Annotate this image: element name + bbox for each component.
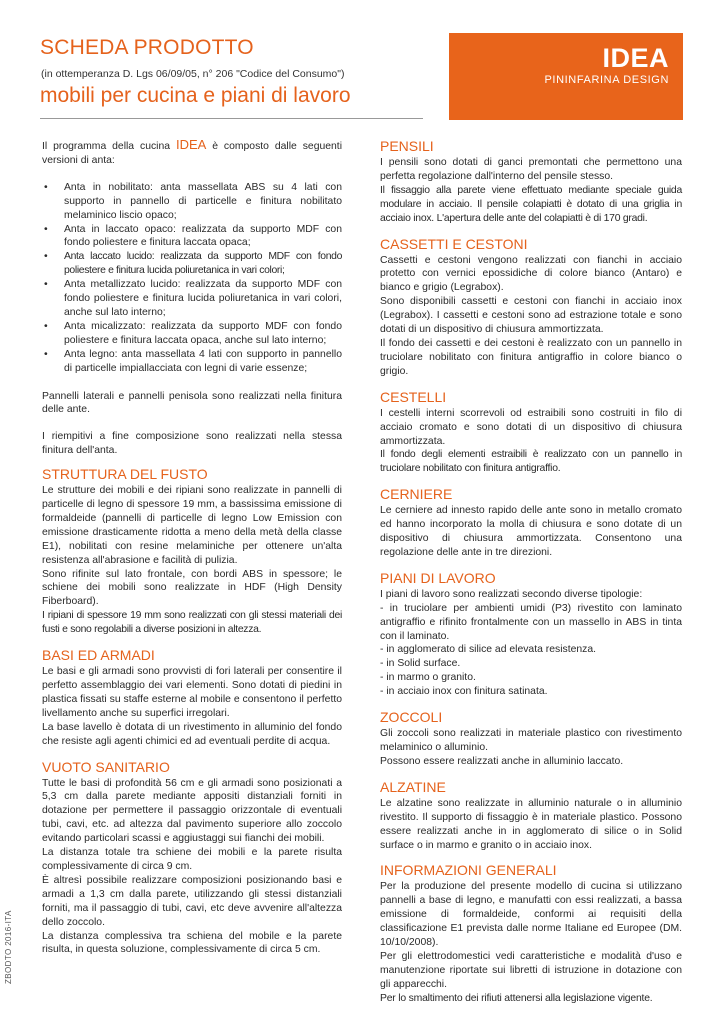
- paragraph: Gli zoccoli sono realizzati in materiale plastico con rivestimento melaminico o alluminio.: [380, 728, 682, 753]
- side-panels-paragraph: Pannelli laterali e pannelli penisola sono realizzati nella finitura delle ante.: [42, 390, 342, 416]
- intro-brand: IDEA: [175, 137, 207, 152]
- paragraph: Le basi e gli armadi sono provvisti di fori laterali per consentire il perfetto assemblaggio dei vari elementi. Sono dotati di piedini in plastica fissati su staffe esterne al mobile e consentono il perfetto livellamento anche su superfici irregolari.: [42, 666, 342, 719]
- section-title-zoccoli: ZOCCOLI: [380, 709, 443, 726]
- paragraph: Cassetti e cestoni vengono realizzati con fianchi in acciaio protetto con vernici epossidiche di colore bianco (Antaro) e bianco e grigio (Legrabox).: [380, 254, 682, 294]
- section-title-alzatine: ALZATINE: [380, 778, 446, 795]
- paragraph: Sono rifinite sul lato frontale, con bordi ABS in spessore; le schiene dei mobili sono realizzate in HDF (High Density Fiberboard).: [42, 568, 342, 608]
- paragraph: I pensili sono dotati di ganci premontati che permettono una perfetta regolazione dall'interno del pensile stesso.: [380, 157, 682, 182]
- paragraph: I cestelli interni scorrevoli od estraibili sono costruiti in filo di acciaio cromato e sono dotati di un dispositivo di chiusura ammortizzata.: [380, 407, 682, 447]
- document-code: ZBODTO 2016-ITA: [4, 910, 13, 984]
- section-title-vuoto: VUOTO SANITARIO: [42, 758, 170, 775]
- list-item: • Anta micalizzato: realizzata da supporto MDF con fondo poliestere e finitura laccata opaca, anche sul lato interno;: [42, 320, 342, 348]
- paragraph: La distanza totale tra schiene dei mobili e la parete risulta complessivamente di circa 9 cm.: [42, 847, 342, 872]
- paragraph: Le alzatine sono realizzate in alluminio naturale o in alluminio rivestito. Il supporto di fissaggio è in materiale plastico. Possono essere realizzati anche in in agglomerato di silice o in Solid surface o in marmo e granito o in acciaio inox.: [380, 797, 682, 851]
- door-versions-list: [42, 181, 342, 376]
- paragraph: Il fondo dei cassetti e dei cestoni è realizzato con un pannello in truciolare nobilitato con finitura antigraffio in colore bianco o grigio.: [380, 337, 682, 377]
- fillers-paragraph: I riempitivi a fine composizione sono realizzati nella stessa finitura dell'anta.: [42, 431, 342, 457]
- list-item: - in Solid surface.: [380, 658, 461, 670]
- section-title-cestelli: CESTELLI: [380, 388, 447, 405]
- paragraph: - in truciolare per ambienti umidi (P3) rivestito con laminato antigraffio e rifinito frontalmente con un massello in ABS in tinta con il laminato.: [380, 602, 682, 642]
- list-item: • Anta laccato lucido: realizzata da supporto MDF con fondo poliestere e finitura lucida poliuretanica in vari colori;: [42, 250, 342, 278]
- list-item: - in agglomerato di silice ad elevata resistenza.: [380, 644, 597, 656]
- paragraph: Per gli elettrodomestici vedi caratteristiche e modalità d'uso e manutenzione riportate sui libretti di istruzione in dotazione con gli apparecchi.: [380, 950, 682, 990]
- list-item: • Anta legno: anta massellata 4 lati con supporto in pannello di particelle impiallacciata con legni di varie essenze;: [42, 348, 342, 376]
- document-subtitle: (in ottemperanza D. Lgs 06/09/05, n° 206 "Codice del Consumo"): [41, 68, 345, 80]
- brand-name: IDEA: [602, 43, 669, 73]
- section-title-struttura: STRUTTURA DEL FUSTO: [42, 466, 208, 483]
- paragraph: La distanza complessiva tra schiena del mobile e la parete risulta, in questa soluzione, complessivamente di circa 5 cm.: [42, 930, 342, 956]
- paragraph: Per la produzione del presente modello di cucina si utilizzano pannelli a base di legno, e manufatti con essi realizzati, a bassa emissione di formaldeide, conformi ai requisiti della classificazione E1 prevista dalle norme Italiane ed Europee (DM. 10/10/2008).: [380, 881, 682, 949]
- document-heading: mobili per cucina e piani di lavoro: [40, 84, 351, 107]
- section-title-pensili: PENSILI: [380, 138, 434, 154]
- paragraph: Il fondo degli elementi estraibili è realizzato con un pannello in truciolare nobilitato con finitura antigraffio.: [380, 449, 682, 475]
- section-title-cerniere: CERNIERE: [380, 486, 453, 503]
- paragraph: Per lo smaltimento dei rifiuti attenersi alla legislazione vigente.: [380, 992, 653, 1004]
- intro-paragraph: Il programma della cucina IDEA è composto dalle seguenti versioni di anta:: [42, 137, 343, 166]
- paragraph: I ripiani di spessore 19 mm sono realizzati con gli stessi materiali dei fusti e sono regolabili a diverse posizioni in altezza.: [42, 610, 342, 636]
- section-title-cassetti: CASSETTI E CESTONI: [380, 235, 528, 252]
- section-title-basi: BASI ED ARMADI: [42, 647, 155, 664]
- paragraph: La base lavello è dotata di un rivestimento in alluminio del fondo che resiste agli agenti chimici ed ad eventuali perdite di acqua.: [42, 721, 342, 747]
- paragraph: Le strutture dei mobili e dei ripiani sono realizzate in pannelli di particelle di legno di spessore 19 mm, a bassissima emissione di formaldeide (pannelli di particelle di legno Low Emission con emissione drasticamente ridotta a meno della metà della classe E1), nobilitati con resine melaminiche per ottenere un'alta resistenza all'abrasione e facilità di pulizia.: [42, 485, 342, 566]
- left-column: [42, 138, 342, 957]
- brand-subtitle: PININFARINA DESIGN: [544, 74, 669, 86]
- right-column: [380, 138, 682, 1006]
- paragraph: Sono disponibili cassetti e cestoni con fianchi in acciaio inox (Legrabox). I cassetti e cestoni sono ad estrazione totale e sono dotati di un dispositivo di chiusura ammortizzata.: [380, 296, 682, 336]
- paragraph: Le cerniere ad innesto rapido delle ante sono in metallo cromato ed hanno incorporato la molla di chiusura e sono dotate di un dispositivo di chiusura ammortizzata. Consentono una regolazione delle ante in tre direzioni.: [380, 505, 682, 558]
- paragraph: I piani di lavoro sono realizzati secondo diverse tipologie:: [380, 588, 643, 600]
- list-item: • Anta metallizzato lucido: realizzata da supporto MDF con fondo poliestere e finitura lucida poliuretanica in vari colori, anche sul lato interno;: [42, 278, 342, 320]
- list-item: • Anta in nobilitato: anta massellata ABS su 4 lati con supporto in pannello di particelle e finitura nobilitato melaminico liscio opaco;: [42, 181, 342, 223]
- section-title-piani: PIANI DI LAVORO: [380, 569, 496, 586]
- section-title-info: INFORMAZIONI GENERALI: [380, 862, 557, 879]
- paragraph: Il fissaggio alla parete viene effettuato mediante speciale guida modulare in acciaio. Il pensile colapiatti è dotato di una griglia in acciaio inox. L'apertura delle ante del colapiatti è di 170 gradi.: [380, 184, 682, 224]
- header-divider: [40, 118, 423, 119]
- document-title: SCHEDA PRODOTTO: [40, 36, 254, 59]
- paragraph: Tutte le basi di profondità 56 cm e gli armadi sono posizionati a 5,3 cm dalla parete mediante appositi distanziali forniti in dotazione per permettere il passaggio orizzontale di eventuali tubi, cavi, etc. ad altezza dal pavimento superiore allo zoccolo evitando particolari scassi e aggiustaggi sui fianchi dei mobili.: [42, 777, 342, 845]
- list-item: • Anta in laccato opaco: realizzata da supporto MDF con fondo poliestere e finitura laccata opaca;: [42, 223, 342, 251]
- paragraph: È altresì possibile realizzare composizioni posizionando basi e armadi a 1,3 cm dalla parete, utilizzando gli stessi distanziali forniti, ma il passaggio di tubi, cavi, etc deve avvenire all'altezza dello zoccolo.: [42, 874, 342, 928]
- list-item: - in acciaio inox con finitura satinata.: [380, 686, 548, 698]
- brand-box: [449, 33, 683, 120]
- list-item: - in marmo o granito.: [380, 672, 476, 684]
- paragraph: Possono essere realizzati anche in alluminio laccato.: [380, 755, 624, 767]
